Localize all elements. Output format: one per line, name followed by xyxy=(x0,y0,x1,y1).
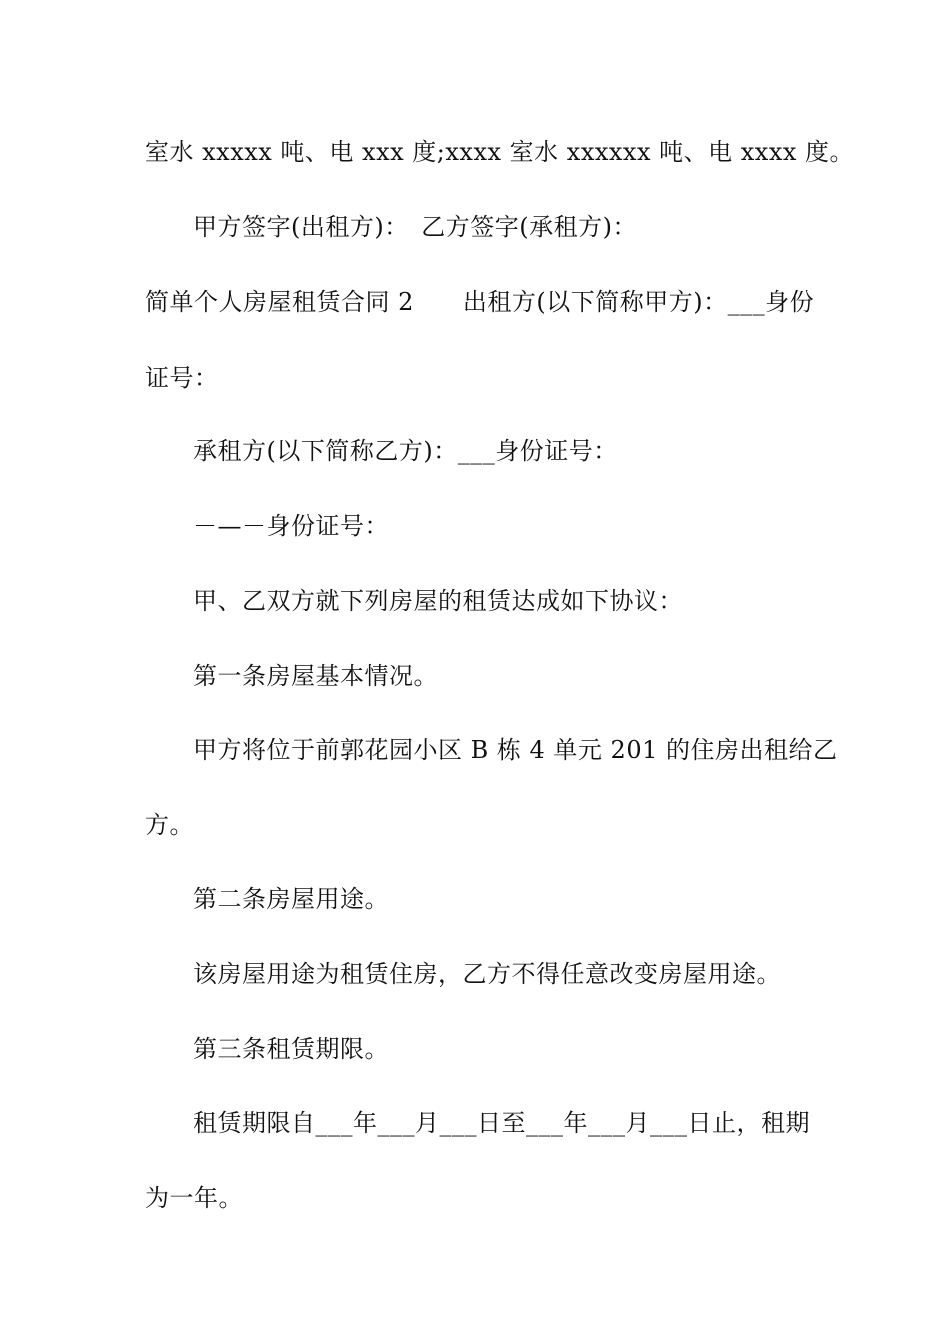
heading-article-1: 第一条房屋基本情况。 xyxy=(193,662,438,690)
text-line-lease-term: 租赁期限自___年___月___日至___年___月___日止，租期 xyxy=(193,1109,810,1137)
text-line-signatures: 甲方签字(出租方)： 乙方签字(承租方)： xyxy=(193,213,637,241)
text-line-contract-title: 简单个人房屋租赁合同 2 出租方(以下简称甲方)：___身份 xyxy=(145,288,815,316)
heading-article-2: 第二条房屋用途。 xyxy=(193,885,389,913)
text-line-agreement: 甲、乙双方就下列房屋的租赁达成如下协议： xyxy=(193,587,683,615)
heading-article-3: 第三条租赁期限。 xyxy=(193,1035,389,1063)
text-line-lessee: 承租方(以下简称乙方)：___身份证号： xyxy=(193,437,618,465)
text-line-id-number: 证号： xyxy=(145,364,219,392)
text-line-lease-term-end: 为一年。 xyxy=(145,1184,243,1212)
text-line-property-use: 该房屋用途为租赁住房，乙方不得任意改变房屋用途。 xyxy=(193,960,781,988)
text-line-utilities: 室水 xxxxx 吨、电 xxx 度;xxxx 室水 xxxxxx 吨、电 xxxx 度。 xyxy=(145,138,855,166)
text-line-id-number-2: －—－身份证号： xyxy=(193,512,389,540)
text-line-property-location: 甲方将位于前郭花园小区 B 栋 4 单元 201 的住房出租给乙 xyxy=(193,736,838,764)
text-line-property-location-end: 方。 xyxy=(145,811,194,839)
